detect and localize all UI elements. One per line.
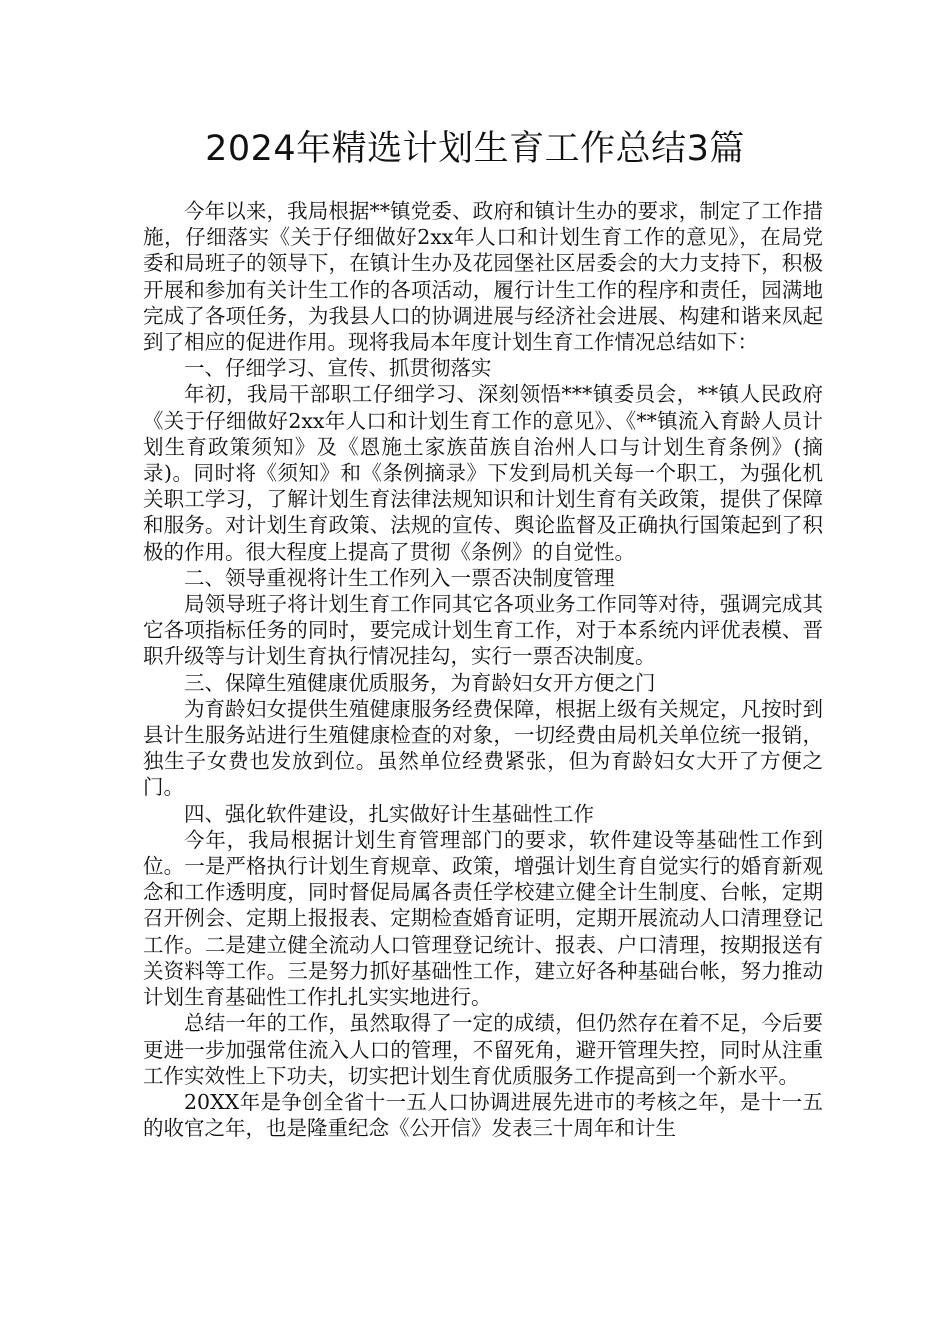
paragraph-section-3: 为育龄妇女提供生殖健康服务经费保障，根据上级有关规定，凡按时到县计生服务站进行生殖健康检查的对象，一切经费由局机关单位统一报销，独生子女费也发放到位。虽然单位经费紧张，但为育龄妇女大开了方便之门。 (143, 696, 823, 800)
section-heading-1: 一、仔细学习、宣传、抓贯彻落实 (184, 356, 492, 381)
document-body (143, 198, 823, 1141)
document-title: 2024年精选计划生育工作总结3篇 (205, 129, 745, 169)
paragraph-summary: 总结一年的工作，虽然取得了一定的成绩，但仍然存在着不足，今后要更进一步加强常住流入人口的管理，不留死角，避开管理失控，同时从注重工作实效性上下功夫，切实把计划生育优质服务工作提高到一个新水平。 (143, 1011, 823, 1088)
paragraph-next-year: 20XX年是争创全省十一五人口协调进展先进市的考核之年，是十一五的收官之年，也是隆重纪念《公开信》发表三十周年和计生 (143, 1089, 823, 1141)
paragraph-section-1: 年初，我局干部职工仔细学习、深刻领悟***镇委员会，**镇人民政府《关于仔细做好2xx年人口和计划生育工作的意见》、《**镇流入育龄人员计划生育政策须知》及《恩施土家族苗族自治州人口与计划生育条例》(摘录)。同时将《须知》和《条例摘录》下发到局机关每一个职工，为强化机关职工学习，了解计划生育法律法规知识和计划生育有关政策，提供了保障和服务。对计划生育政策、法规的宣传、舆论监督及正确执行国策起到了积极的作用。很大程度上提高了贯彻《条例》的自觉性。 (143, 382, 823, 564)
section-heading-2: 二、领导重视将计生工作列入一票否决制度管理 (184, 565, 615, 590)
section-heading-4: 四、强化软件建设，扎实做好计生基础性工作 (184, 801, 594, 826)
section-heading-3: 三、保障生殖健康优质服务，为育龄妇女开方便之门 (184, 670, 656, 695)
paragraph-section-2: 局领导班子将计划生育工作同其它各项业务工作同等对待，强调完成其它各项指标任务的同时，要完成计划生育工作，对于本系统内评优表模、晋职升级等与计划生育执行情况挂勾，实行一票否决制度。 (143, 592, 823, 669)
paragraph-intro: 今年以来，我局根据**镇党委、政府和镇计生办的要求，制定了工作措施，仔细落实《关于仔细做好2xx年人口和计划生育工作的意见》，在局党委和局班子的领导下，在镇计生办及花园堡社区居委会的大力支持下，积极开展和参加有关计生工作的各项活动，履行计生工作的程序和责任，园满地完成了各项任务，为我县人口的协调进展与经济社会进展、构建和谐来凤起到了相应的促进作用。现将我局本年度计划生育工作情况总结如下： (143, 199, 823, 355)
paragraph-section-4: 今年，我局根据计划生育管理部门的要求，软件建设等基础性工作到位。一是严格执行计划生育规章、政策，增强计划生育自觉实行的婚育新观念和工作透明度，同时督促局属各责任学校建立健全计生制度、台帐，定期召开例会、定期上报报表、定期检查婚育证明，定期开展流动人口清理登记工作。二是建立健全流动人口管理登记统计、报表、户口清理，按期报送有关资料等工作。三是努力抓好基础性工作，建立好各种基础台帐，努力推动计划生育基础性工作扎扎实实地进行。 (143, 827, 823, 1010)
